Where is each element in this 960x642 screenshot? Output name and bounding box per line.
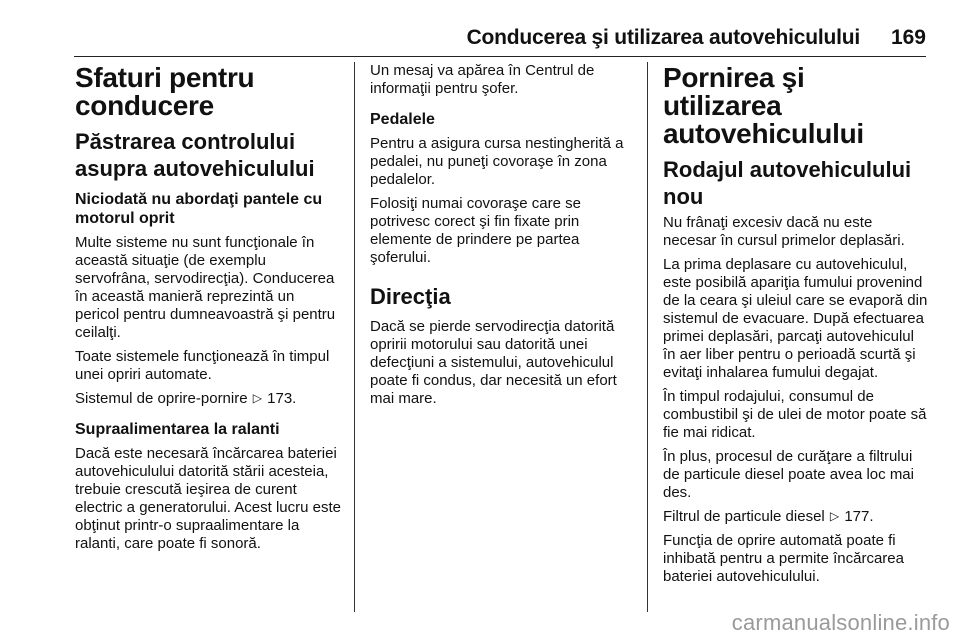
paragraph: Folosiţi numai covoraşe care se potrivesc corect şi fin fixate prin elemente de prindere pe partea şoferului. <box>370 195 581 266</box>
heading-pedals: Pedalele <box>370 111 435 128</box>
cross-reference-text: Sistemul de oprire-pornire <box>75 390 248 407</box>
column-divider-2 <box>647 62 648 612</box>
paragraph: Nu frânaţi excesiv dacă nu este necesar în cursul primelor deplasări. <box>663 214 905 249</box>
heading-idle-boost: Supraalimentarea la ralanti <box>75 421 280 438</box>
header-title: Conducerea şi utilizarea autovehiculului <box>466 26 860 49</box>
paragraph: Multe sisteme nu sunt funcţionale în această situaţie (de exemplu servofrâna, servodirecţia). Conducerea în această manieră reprezintă un pericol pentru dumneavoastră şi pentru ceilalţi. <box>75 234 336 341</box>
page-number: 169 <box>890 26 926 49</box>
subsection-title-running-in: Rodajul autovehiculului nou <box>663 157 912 209</box>
paragraph-cross-reference <box>75 390 341 408</box>
arrow-right-icon: ▷ <box>252 391 262 405</box>
section-title-starting: Pornirea şi utilizarea autovehiculului <box>663 62 864 149</box>
paragraph: Un mesaj va apărea în Centrul de informaţii pentru şofer. <box>370 62 595 97</box>
column-3 <box>663 62 929 592</box>
heading-coasting: Niciodată nu abordaţi pantele cu motorul oprit <box>75 191 323 227</box>
column-1 <box>75 62 341 559</box>
cross-reference-text: Filtrul de particule diesel <box>663 508 825 525</box>
subsection-title-vehicle-control: Păstrarea controlului asupra autovehiculului <box>75 129 315 181</box>
paragraph: În timpul rodajului, consumul de combustibil şi de ulei de motor poate să fie mai ridicat. <box>663 388 927 441</box>
cross-reference-page[interactable]: 173. <box>267 390 297 407</box>
page-header <box>74 26 926 56</box>
paragraph: În plus, procesul de curăţare a filtrului de particule diesel poate avea loc mai des. <box>663 448 914 501</box>
paragraph: Dacă este necesară încărcarea bateriei autovehiculului datorită stării acesteia, trebuie crescută ieşirea de curent electric a generatorului. Acest lucru este obţinut printr-o supraalimentare la ralanti, care poate fi sonoră. <box>75 445 341 552</box>
paragraph-cross-reference <box>663 508 929 526</box>
arrow-right-icon: ▷ <box>829 509 840 523</box>
column-divider-1 <box>354 62 355 612</box>
paragraph: Funcţia de oprire automată poate fi inhibată pentru a permite încărcarea bateriei autovehiculului. <box>663 532 904 585</box>
watermark: carmanualsonline.info <box>731 610 950 635</box>
paragraph: Toate sistemele funcţionează în timpul unei opriri automate. <box>75 348 330 383</box>
paragraph: Dacă se pierde servodirecţia datorită opririi motorului sau datorită unei defecţiuni a sistemului, autovehiculul poate fi condus, dar necesită un efort mai mare. <box>370 318 617 407</box>
column-2 <box>370 62 636 414</box>
subsection-title-steering: Direcţia <box>370 284 451 309</box>
header-rule <box>74 56 926 57</box>
paragraph: Pentru a asigura cursa nestingherită a pedalei, nu puneţi covoraşe în zona pedalelor. <box>370 135 624 188</box>
paragraph: La prima deplasare cu autovehiculul, este posibilă apariţia fumului provenind de la ceara şi uleiul care se evaporă din sistemul de evacuare. După efectuarea primei deplasări, parcaţi autovehiculul în aer liber pentru o perioadă scurtă şi evitaţi inhalarea fumului degajat. <box>663 256 928 381</box>
section-title-driving-tips: Sfaturi pentru conducere <box>75 62 255 121</box>
cross-reference-page[interactable]: 177. <box>844 508 874 525</box>
